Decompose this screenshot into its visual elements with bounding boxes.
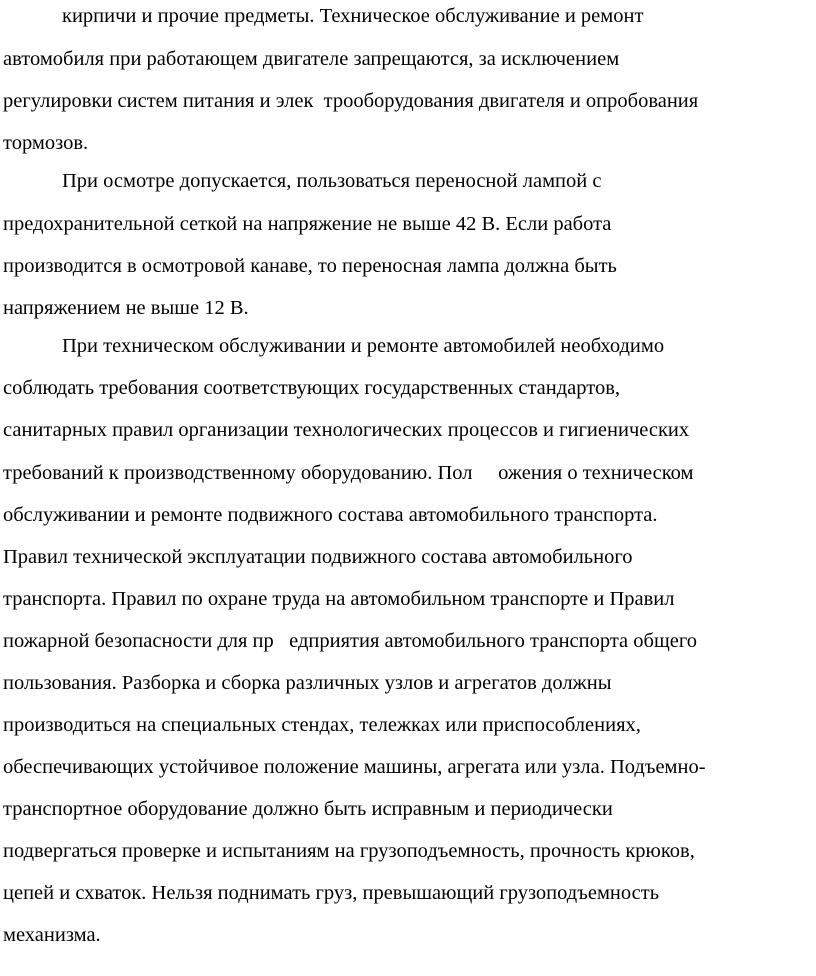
paragraph-3-line-4: требований к производственному оборудованию. Пол ожения о техническом: [3, 462, 694, 484]
paragraph-2-line-4: напряжением не выше 12 В.: [3, 297, 249, 319]
paragraph-3-line-1: При техническом обслуживании и ремонте автомобилей необходимо: [62, 335, 665, 357]
paragraph-1-line-3: регулировки систем питания и элек трооборудования двигателя и опробования: [3, 90, 699, 112]
paragraph-3-line-15: механизма.: [3, 924, 101, 946]
paragraph-3-line-9: пользования. Разборка и сборка различных узлов и агрегатов должны: [3, 672, 612, 694]
paragraph-3-line-3: санитарных правил организации технологических процессов и гигиенических: [3, 419, 690, 441]
paragraph-3-line-2: соблюдать требования соответствующих государственных стандартов,: [3, 377, 620, 399]
paragraph-3-line-13: подвергаться проверке и испытаниям на грузоподъемность, прочность крюков,: [3, 840, 695, 862]
paragraph-2-line-3: производится в осмотровой канаве, то переносная лампа должна быть: [3, 255, 617, 277]
paragraph-3-line-12: транспортное оборудование должно быть исправным и периодически: [3, 798, 613, 820]
paragraph-2-line-2: предохранительной сеткой на напряжение не выше 42 В. Если работа: [3, 213, 612, 235]
paragraph-2-line-1: При осмотре допускается, пользоваться переносной лампой с: [62, 170, 602, 192]
paragraph-1-line-4: тормозов.: [3, 132, 89, 154]
paragraph-3-line-5: обслуживании и ремонте подвижного состава автомобильного транспорта.: [3, 504, 658, 526]
paragraph-3-line-8: пожарной безопасности для пр едприятия автомобильного транспорта общего: [3, 630, 697, 652]
paragraph-3-line-6: Правил технической эксплуатации подвижного состава автомобильного: [3, 546, 633, 568]
paragraph-1-line-1: кирпичи и прочие предметы. Техническое обслуживание и ремонт: [62, 5, 644, 27]
paragraph-3-line-11: обеспечивающих устойчивое положение машины, агрегата или узла. Подъемно-: [3, 756, 706, 778]
paragraph-1-line-2: автомобиля при работающем двигателе запрещаются, за исключением: [3, 48, 620, 70]
paragraph-3-line-14: цепей и схваток. Нельзя поднимать груз, превышающий грузоподъемность: [3, 882, 660, 904]
paragraph-3-line-10: производиться на специальных стендах, тележках или приспособлениях,: [3, 714, 641, 736]
paragraph-3-line-7: транспорта. Правил по охране труда на автомобильном транспорте и Правил: [3, 588, 675, 610]
